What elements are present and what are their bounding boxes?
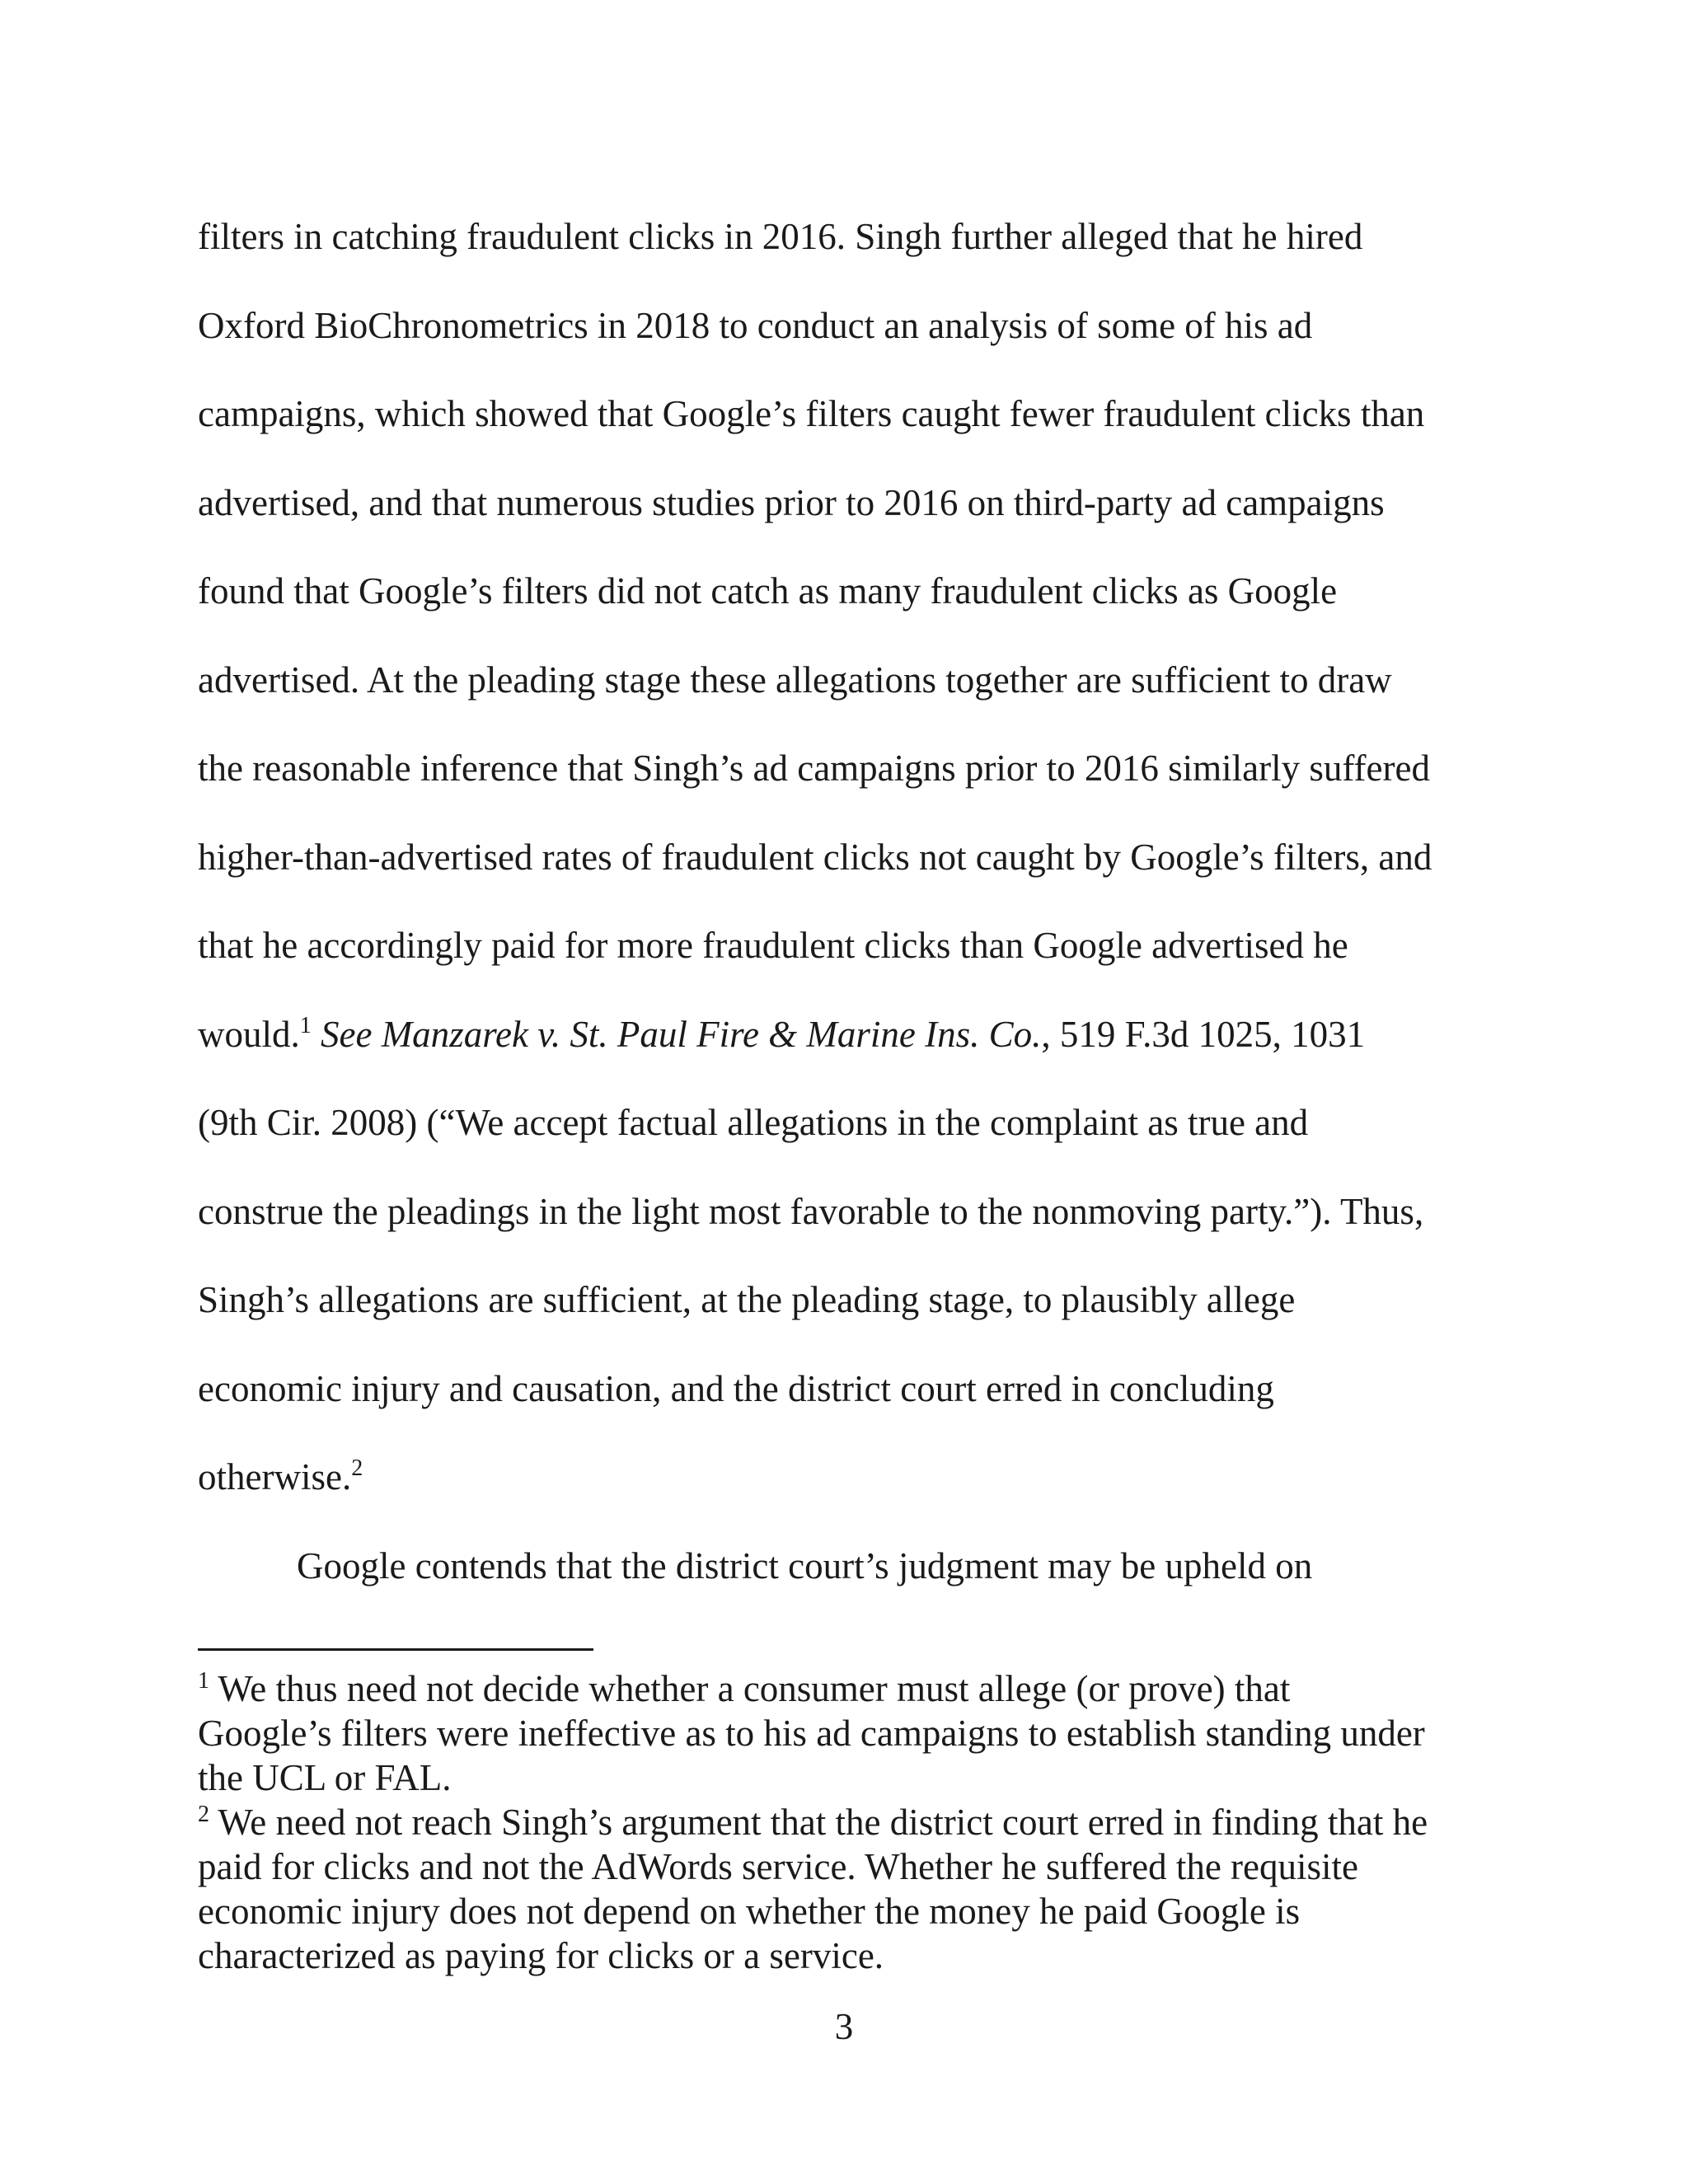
case-name: See Manzarek v. St. Paul Fire & Marine Ins. Co. [311,1013,1042,1055]
body-line: advertised, and that numerous studies prior to 2016 on third-party ad campaigns [198,481,1385,523]
next-paragraph-line: Google contends that the district court’s judgment may be upheld on [297,1544,1313,1586]
footnote-text: Google’s filters were ineffective as to his ad campaigns to establish standing under [198,1713,1425,1754]
footnote-text: economic injury does not depend on whether the money he paid Google is [198,1891,1301,1932]
case-reporter: , 519 F.3d 1025, 1031 [1041,1013,1366,1055]
body-line: (9th Cir. 2008) (“We accept factual allegations in the complaint as true and [198,1102,1309,1143]
footnote-marker-2: 2 [198,1802,209,1827]
footnote-separator [198,1648,593,1651]
body-line: the reasonable inference that Singh’s ad campaigns prior to 2016 similarly suffered [198,748,1430,789]
footnote-text: We thus need not decide whether a consumer must allege (or prove) that [209,1668,1291,1709]
footnote-reference-2[interactable]: 2 [351,1455,363,1481]
citation-line [198,991,1517,1080]
footnote-text: characterized as paying for clicks or a service. [198,1935,884,1976]
body-line: campaigns, which showed that Google’s filters caught fewer fraudulent clicks than [198,393,1425,434]
footnotes [198,1666,1533,1978]
citation-lead: would. [198,1013,300,1055]
body-line: that he accordingly paid for more fraudulent clicks than Google advertised he [198,925,1348,966]
footnote-marker-1: 1 [198,1668,209,1694]
body-line: advertised. At the pleading stage these allegations together are sufficient to draw [198,658,1392,701]
body-line: filters in catching fraudulent clicks in 2016. Singh further alleged that he hired [198,216,1363,257]
body-final-line [198,1433,1517,1522]
footnote-2-line [198,1800,1533,1844]
footnote-reference-1[interactable]: 1 [299,1012,312,1038]
body-final-text: otherwise. [198,1456,352,1497]
body-text [198,193,1517,1610]
body-line: Oxford BioChronometrics in 2018 to conduct an analysis of some of his ad [198,304,1313,346]
body-line: economic injury and causation, and the district court erred in concluding [198,1367,1274,1409]
footnote-text: the UCL or FAL. [198,1757,452,1798]
footnote-text: We need not reach Singh’s argument that the district court erred in finding that he [209,1802,1428,1843]
body-line: construe the pleadings in the light most favorable to the nonmoving party.”). Thus, [198,1190,1424,1232]
page-number: 3 [834,2006,854,2047]
body-line: higher-than-advertised rates of fraudulent clicks not caught by Google’s filters, and [198,836,1432,878]
body-line: found that Google’s filters did not catch as many fraudulent clicks as Google [198,570,1338,612]
footnote-text: paid for clicks and not the AdWords service. Whether he suffered the requisite [198,1846,1359,1887]
footnote-1-line [198,1666,1533,1711]
body-line: Singh’s allegations are sufficient, at the pleading stage, to plausibly allege [198,1279,1296,1320]
